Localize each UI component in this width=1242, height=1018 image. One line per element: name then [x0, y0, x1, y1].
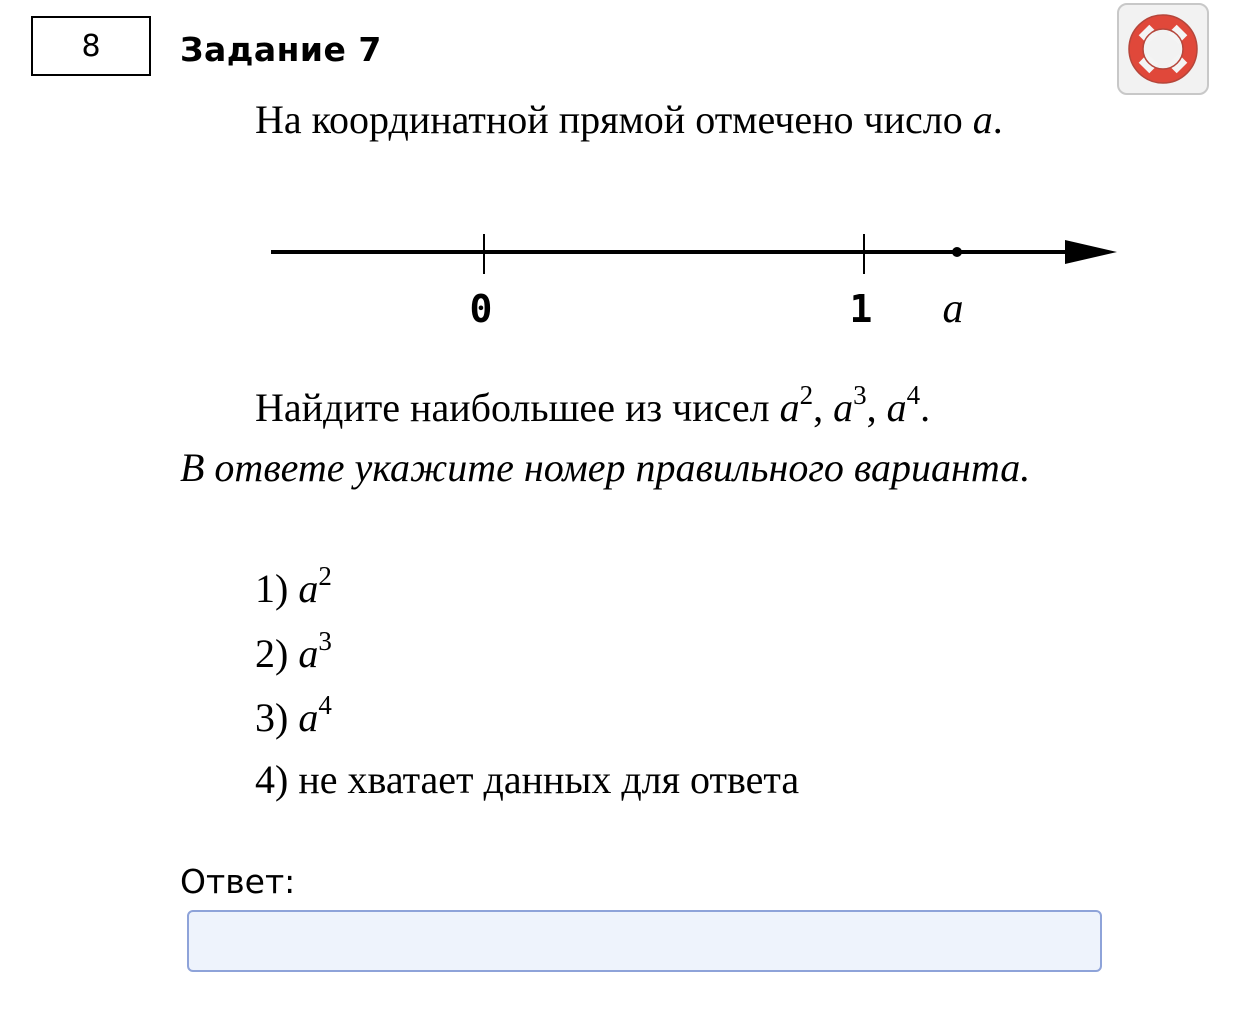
help-button[interactable] — [1117, 3, 1209, 95]
number-line — [265, 222, 1135, 337]
task-number: 8 — [81, 28, 101, 64]
option-2: 2) $a^3$ — [255, 626, 332, 676]
lifebuoy-icon — [1127, 13, 1199, 85]
point-label-a: a — [942, 286, 964, 332]
axis-arrow — [1065, 240, 1117, 264]
option-3: 3) $a^4$ — [255, 690, 332, 740]
question-text: Найдите наибольшее из чисел $a^2$, $a^3$, $a^4$. — [255, 380, 931, 430]
instruction-text: В ответе укажите номер правильного варианта. — [180, 445, 1031, 490]
task-number-box — [31, 16, 151, 76]
problem-statement: На координатной прямой отмечено число a. — [255, 97, 1003, 142]
tick-label-1: 1 — [849, 287, 873, 331]
point-a — [952, 247, 962, 257]
answer-input[interactable] — [187, 910, 1102, 972]
answer-label: Ответ: — [180, 862, 296, 901]
option-4: 4) не хватает данных для ответа — [255, 757, 800, 802]
option-1: 1) $a^2$ — [255, 561, 332, 611]
tick-label-0: 0 — [469, 287, 493, 331]
task-title: Задание 7 — [180, 30, 382, 69]
